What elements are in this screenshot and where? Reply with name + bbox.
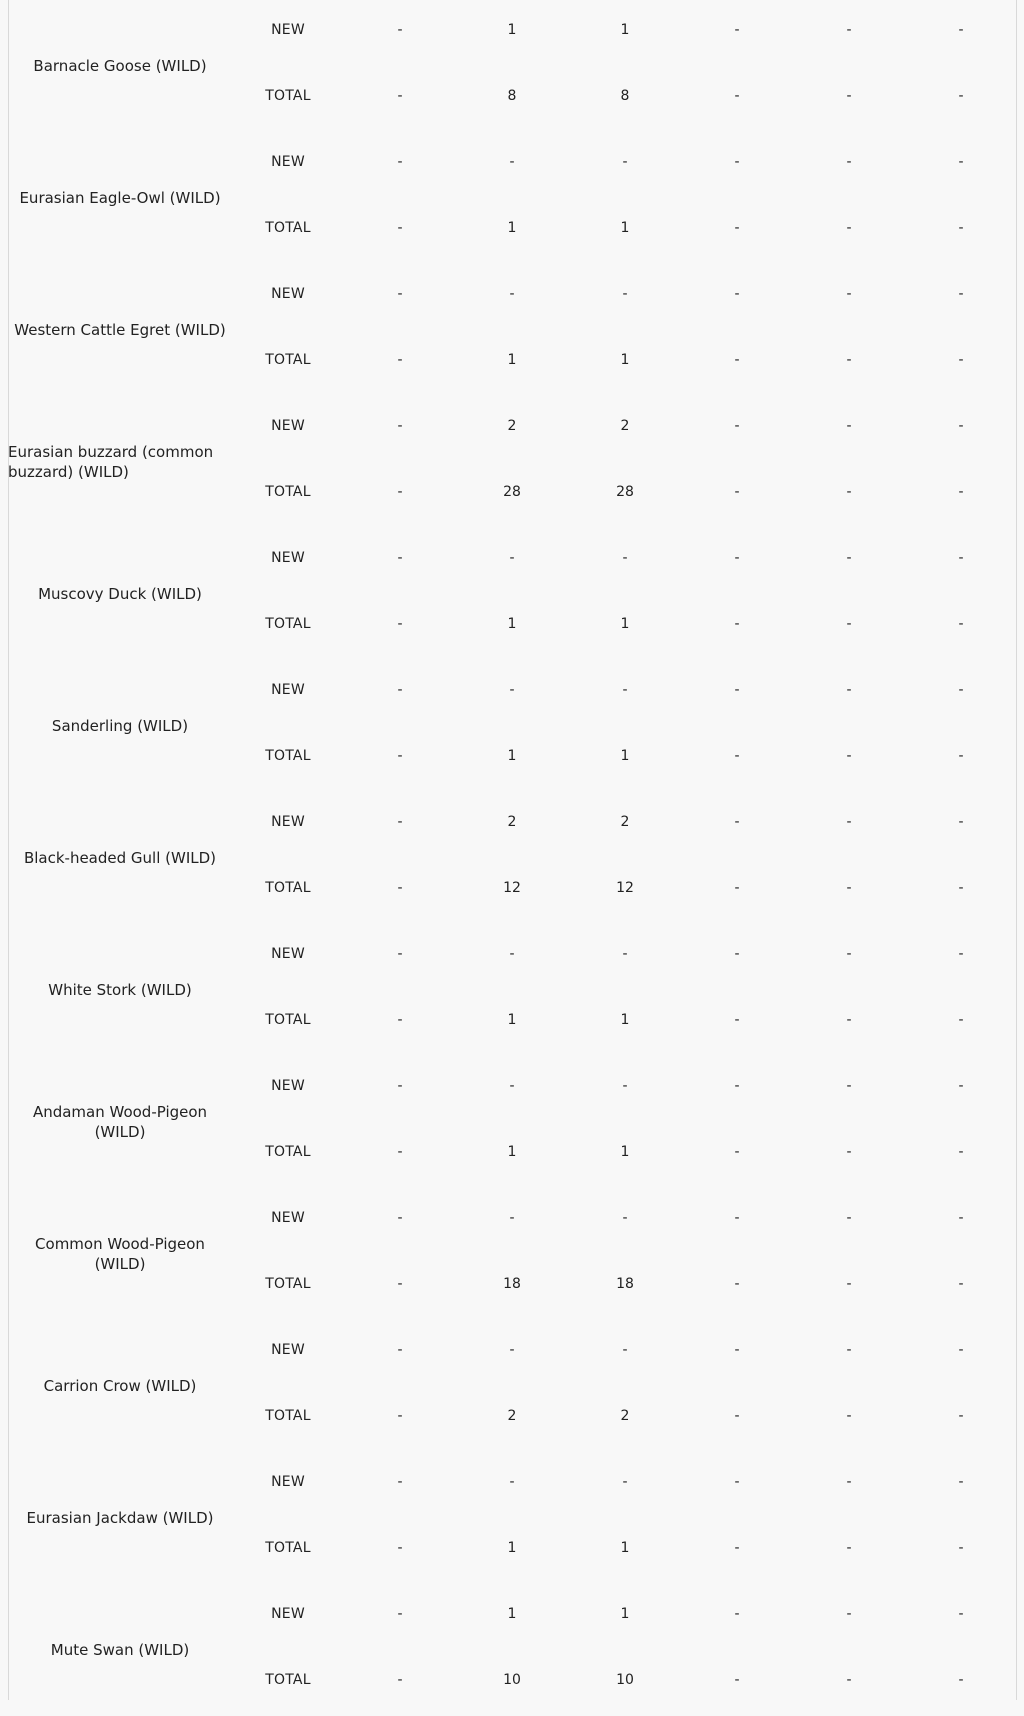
value-cell: 2 xyxy=(620,1408,630,1424)
value-cell: - xyxy=(734,220,740,236)
species-name: Common Wood-Pigeon (WILD) xyxy=(35,1235,205,1273)
value-cell: - xyxy=(397,946,403,962)
row-label-total: TOTAL xyxy=(265,748,311,764)
value-cell: 2 xyxy=(507,814,517,830)
value-cell: - xyxy=(397,88,403,104)
species-group xyxy=(0,132,1024,264)
table-row-total xyxy=(0,614,1024,634)
value-cell: - xyxy=(958,1342,964,1358)
table-row-new xyxy=(0,20,1024,40)
value-cell: 10 xyxy=(616,1672,634,1688)
species-group xyxy=(0,1188,1024,1320)
value-cell: - xyxy=(734,814,740,830)
value-cell: - xyxy=(622,1474,628,1490)
value-cell: - xyxy=(622,286,628,302)
species-name: Mute Swan (WILD) xyxy=(50,1641,190,1659)
value-cell: - xyxy=(734,154,740,170)
species-name: Andaman Wood-Pigeon (WILD) xyxy=(32,1103,208,1141)
row-label-new: NEW xyxy=(271,682,305,698)
value-cell: - xyxy=(846,748,852,764)
value-cell: - xyxy=(622,1210,628,1226)
row-label-new: NEW xyxy=(271,418,305,434)
row-label-new: NEW xyxy=(271,1210,305,1226)
value-cell: - xyxy=(734,1672,740,1688)
species-group xyxy=(0,1320,1024,1452)
species-name: Eurasian Jackdaw (WILD) xyxy=(26,1509,214,1527)
table-row-new xyxy=(0,1208,1024,1228)
value-cell: - xyxy=(846,484,852,500)
row-label-total: TOTAL xyxy=(265,1672,311,1688)
value-cell: - xyxy=(958,484,964,500)
value-cell: - xyxy=(846,814,852,830)
value-cell: - xyxy=(734,1408,740,1424)
value-cell: - xyxy=(958,220,964,236)
species-name: Carrion Crow (WILD) xyxy=(43,1377,197,1395)
value-cell: - xyxy=(846,1078,852,1094)
value-cell: - xyxy=(958,1012,964,1028)
table-row-total xyxy=(0,1010,1024,1030)
value-cell: - xyxy=(734,1078,740,1094)
value-cell: - xyxy=(958,1606,964,1622)
table-row-new xyxy=(0,1472,1024,1492)
value-cell: - xyxy=(734,286,740,302)
value-cell: - xyxy=(734,880,740,896)
table-row-total xyxy=(0,1274,1024,1294)
value-cell: - xyxy=(509,286,515,302)
value-cell: - xyxy=(846,1540,852,1556)
value-cell: - xyxy=(846,682,852,698)
value-cell: - xyxy=(397,1144,403,1160)
value-cell: - xyxy=(958,1078,964,1094)
value-cell: 1 xyxy=(507,1012,517,1028)
value-cell: - xyxy=(397,22,403,38)
value-cell: - xyxy=(846,1012,852,1028)
value-cell: - xyxy=(622,1078,628,1094)
species-group xyxy=(0,0,1024,132)
row-label-new: NEW xyxy=(271,550,305,566)
species-name: Muscovy Duck (WILD) xyxy=(38,585,202,603)
value-cell: 1 xyxy=(507,22,517,38)
value-cell: - xyxy=(846,1144,852,1160)
value-cell: - xyxy=(397,1606,403,1622)
value-cell: - xyxy=(622,154,628,170)
value-cell: 28 xyxy=(503,484,521,500)
table-row-total xyxy=(0,878,1024,898)
value-cell: 1 xyxy=(620,220,630,236)
table-row-new xyxy=(0,1076,1024,1096)
row-label-total: TOTAL xyxy=(265,220,311,236)
value-cell: - xyxy=(958,946,964,962)
value-cell: - xyxy=(622,682,628,698)
species-group xyxy=(0,924,1024,1056)
table-row-total xyxy=(0,1538,1024,1558)
value-cell: - xyxy=(734,1276,740,1292)
table-row-new xyxy=(0,284,1024,304)
value-cell: - xyxy=(846,1606,852,1622)
value-cell: 1 xyxy=(507,1540,517,1556)
value-cell: - xyxy=(509,1210,515,1226)
row-label-new: NEW xyxy=(271,946,305,962)
value-cell: - xyxy=(958,22,964,38)
value-cell: - xyxy=(397,616,403,632)
value-cell: - xyxy=(622,1342,628,1358)
value-cell: 12 xyxy=(503,880,521,896)
value-cell: - xyxy=(846,880,852,896)
value-cell: - xyxy=(397,814,403,830)
value-cell: - xyxy=(958,154,964,170)
value-cell: - xyxy=(846,22,852,38)
value-cell: - xyxy=(734,1342,740,1358)
value-cell: - xyxy=(958,616,964,632)
value-cell: - xyxy=(397,418,403,434)
value-cell: - xyxy=(509,682,515,698)
row-label-new: NEW xyxy=(271,22,305,38)
species-name: Barnacle Goose (WILD) xyxy=(33,57,207,75)
row-label-total: TOTAL xyxy=(265,1408,311,1424)
table-row-total xyxy=(0,482,1024,502)
table-row-new xyxy=(0,548,1024,568)
value-cell: - xyxy=(397,1540,403,1556)
value-cell: 1 xyxy=(507,220,517,236)
species-group xyxy=(0,264,1024,396)
value-cell: - xyxy=(397,220,403,236)
row-label-total: TOTAL xyxy=(265,484,311,500)
table-row-total xyxy=(0,746,1024,766)
table-row-new xyxy=(0,152,1024,172)
value-cell: - xyxy=(958,880,964,896)
value-cell: - xyxy=(846,616,852,632)
table-row-total xyxy=(0,1406,1024,1426)
row-label-new: NEW xyxy=(271,1342,305,1358)
value-cell: 1 xyxy=(620,1012,630,1028)
species-group xyxy=(0,528,1024,660)
value-cell: - xyxy=(509,1342,515,1358)
value-cell: 1 xyxy=(620,1606,630,1622)
species-name: Black-headed Gull (WILD) xyxy=(23,849,217,867)
value-cell: - xyxy=(397,682,403,698)
value-cell: - xyxy=(397,154,403,170)
value-cell: 12 xyxy=(616,880,634,896)
value-cell: - xyxy=(958,1672,964,1688)
value-cell: - xyxy=(734,352,740,368)
value-cell: - xyxy=(734,484,740,500)
value-cell: - xyxy=(846,1672,852,1688)
value-cell: - xyxy=(734,418,740,434)
value-cell: - xyxy=(509,154,515,170)
value-cell: 28 xyxy=(616,484,634,500)
value-cell: - xyxy=(397,286,403,302)
row-label-total: TOTAL xyxy=(265,616,311,632)
species-name: Sanderling (WILD) xyxy=(51,717,189,735)
value-cell: - xyxy=(846,1474,852,1490)
value-cell: - xyxy=(397,1210,403,1226)
row-label-total: TOTAL xyxy=(265,352,311,368)
row-label-total: TOTAL xyxy=(265,1144,311,1160)
value-cell: - xyxy=(734,616,740,632)
table-row-new xyxy=(0,1604,1024,1624)
value-cell: - xyxy=(397,352,403,368)
value-cell: - xyxy=(734,748,740,764)
value-cell: - xyxy=(397,1078,403,1094)
value-cell: - xyxy=(734,946,740,962)
table-row-new xyxy=(0,944,1024,964)
table-row-total xyxy=(0,350,1024,370)
value-cell: 1 xyxy=(507,1606,517,1622)
value-cell: 8 xyxy=(507,88,517,104)
value-cell: 18 xyxy=(616,1276,634,1292)
value-cell: 2 xyxy=(507,1408,517,1424)
value-cell: - xyxy=(734,22,740,38)
value-cell: - xyxy=(397,484,403,500)
value-cell: - xyxy=(846,88,852,104)
value-cell: - xyxy=(397,1672,403,1688)
value-cell: - xyxy=(846,1210,852,1226)
value-cell: - xyxy=(622,946,628,962)
value-cell: - xyxy=(958,88,964,104)
species-group xyxy=(0,396,1024,528)
row-label-total: TOTAL xyxy=(265,88,311,104)
value-cell: - xyxy=(734,1606,740,1622)
row-label-total: TOTAL xyxy=(265,1540,311,1556)
species-group xyxy=(0,660,1024,792)
species-name: Eurasian buzzard (common buzzard) (WILD) xyxy=(8,443,214,481)
value-cell: - xyxy=(509,1474,515,1490)
value-cell: - xyxy=(958,1540,964,1556)
value-cell: 2 xyxy=(507,418,517,434)
value-cell: - xyxy=(958,682,964,698)
value-cell: - xyxy=(734,1210,740,1226)
row-label-new: NEW xyxy=(271,1078,305,1094)
value-cell: - xyxy=(958,748,964,764)
row-label-new: NEW xyxy=(271,154,305,170)
value-cell: - xyxy=(958,1474,964,1490)
table-row-new xyxy=(0,812,1024,832)
value-cell: - xyxy=(509,1078,515,1094)
value-cell: - xyxy=(958,352,964,368)
value-cell: - xyxy=(734,88,740,104)
value-cell: - xyxy=(958,286,964,302)
value-cell: - xyxy=(958,814,964,830)
table-row-new xyxy=(0,680,1024,700)
value-cell: - xyxy=(734,682,740,698)
value-cell: 8 xyxy=(620,88,630,104)
species-group xyxy=(0,1056,1024,1188)
row-label-total: TOTAL xyxy=(265,1276,311,1292)
value-cell: - xyxy=(846,286,852,302)
table-row-total xyxy=(0,1142,1024,1162)
table-row-total xyxy=(0,1670,1024,1690)
value-cell: 1 xyxy=(507,1144,517,1160)
value-cell: - xyxy=(846,352,852,368)
species-name: Eurasian Eagle-Owl (WILD) xyxy=(19,189,221,207)
value-cell: - xyxy=(397,1474,403,1490)
table-row-new xyxy=(0,416,1024,436)
value-cell: - xyxy=(397,1408,403,1424)
value-cell: - xyxy=(397,880,403,896)
value-cell: 1 xyxy=(620,616,630,632)
species-group xyxy=(0,1584,1024,1716)
value-cell: 10 xyxy=(503,1672,521,1688)
value-cell: 1 xyxy=(620,352,630,368)
value-cell: - xyxy=(734,1012,740,1028)
row-label-new: NEW xyxy=(271,1474,305,1490)
species-name: White Stork (WILD) xyxy=(48,981,192,999)
table-row-total xyxy=(0,218,1024,238)
value-cell: 1 xyxy=(507,352,517,368)
value-cell: - xyxy=(622,550,628,566)
value-cell: 1 xyxy=(507,748,517,764)
value-cell: - xyxy=(397,550,403,566)
value-cell: 1 xyxy=(620,748,630,764)
value-cell: - xyxy=(958,1144,964,1160)
value-cell: 1 xyxy=(507,616,517,632)
species-name: Western Cattle Egret (WILD) xyxy=(14,321,226,339)
value-cell: - xyxy=(509,550,515,566)
value-cell: 2 xyxy=(620,814,630,830)
row-label-total: TOTAL xyxy=(265,880,311,896)
value-cell: 1 xyxy=(620,22,630,38)
value-cell: - xyxy=(846,154,852,170)
species-group xyxy=(0,1452,1024,1584)
value-cell: - xyxy=(958,1210,964,1226)
value-cell: - xyxy=(397,1012,403,1028)
value-cell: - xyxy=(734,1474,740,1490)
value-cell: - xyxy=(958,418,964,434)
value-cell: 2 xyxy=(620,418,630,434)
value-cell: 1 xyxy=(620,1540,630,1556)
value-cell: - xyxy=(846,946,852,962)
value-cell: - xyxy=(734,550,740,566)
value-cell: - xyxy=(958,1408,964,1424)
value-cell: - xyxy=(397,1276,403,1292)
value-cell: 1 xyxy=(620,1144,630,1160)
value-cell: - xyxy=(846,1276,852,1292)
table-row-new xyxy=(0,1340,1024,1360)
value-cell: - xyxy=(734,1540,740,1556)
value-cell: - xyxy=(846,1408,852,1424)
value-cell: - xyxy=(846,550,852,566)
value-cell: - xyxy=(397,748,403,764)
species-group xyxy=(0,792,1024,924)
row-label-new: NEW xyxy=(271,286,305,302)
value-cell: - xyxy=(958,550,964,566)
row-label-new: NEW xyxy=(271,814,305,830)
value-cell: - xyxy=(846,1342,852,1358)
value-cell: - xyxy=(734,1144,740,1160)
row-label-new: NEW xyxy=(271,1606,305,1622)
value-cell: - xyxy=(397,1342,403,1358)
value-cell: - xyxy=(509,946,515,962)
value-cell: 18 xyxy=(503,1276,521,1292)
table-row-total xyxy=(0,86,1024,106)
row-label-total: TOTAL xyxy=(265,1012,311,1028)
value-cell: - xyxy=(846,418,852,434)
value-cell: - xyxy=(846,220,852,236)
value-cell: - xyxy=(958,1276,964,1292)
